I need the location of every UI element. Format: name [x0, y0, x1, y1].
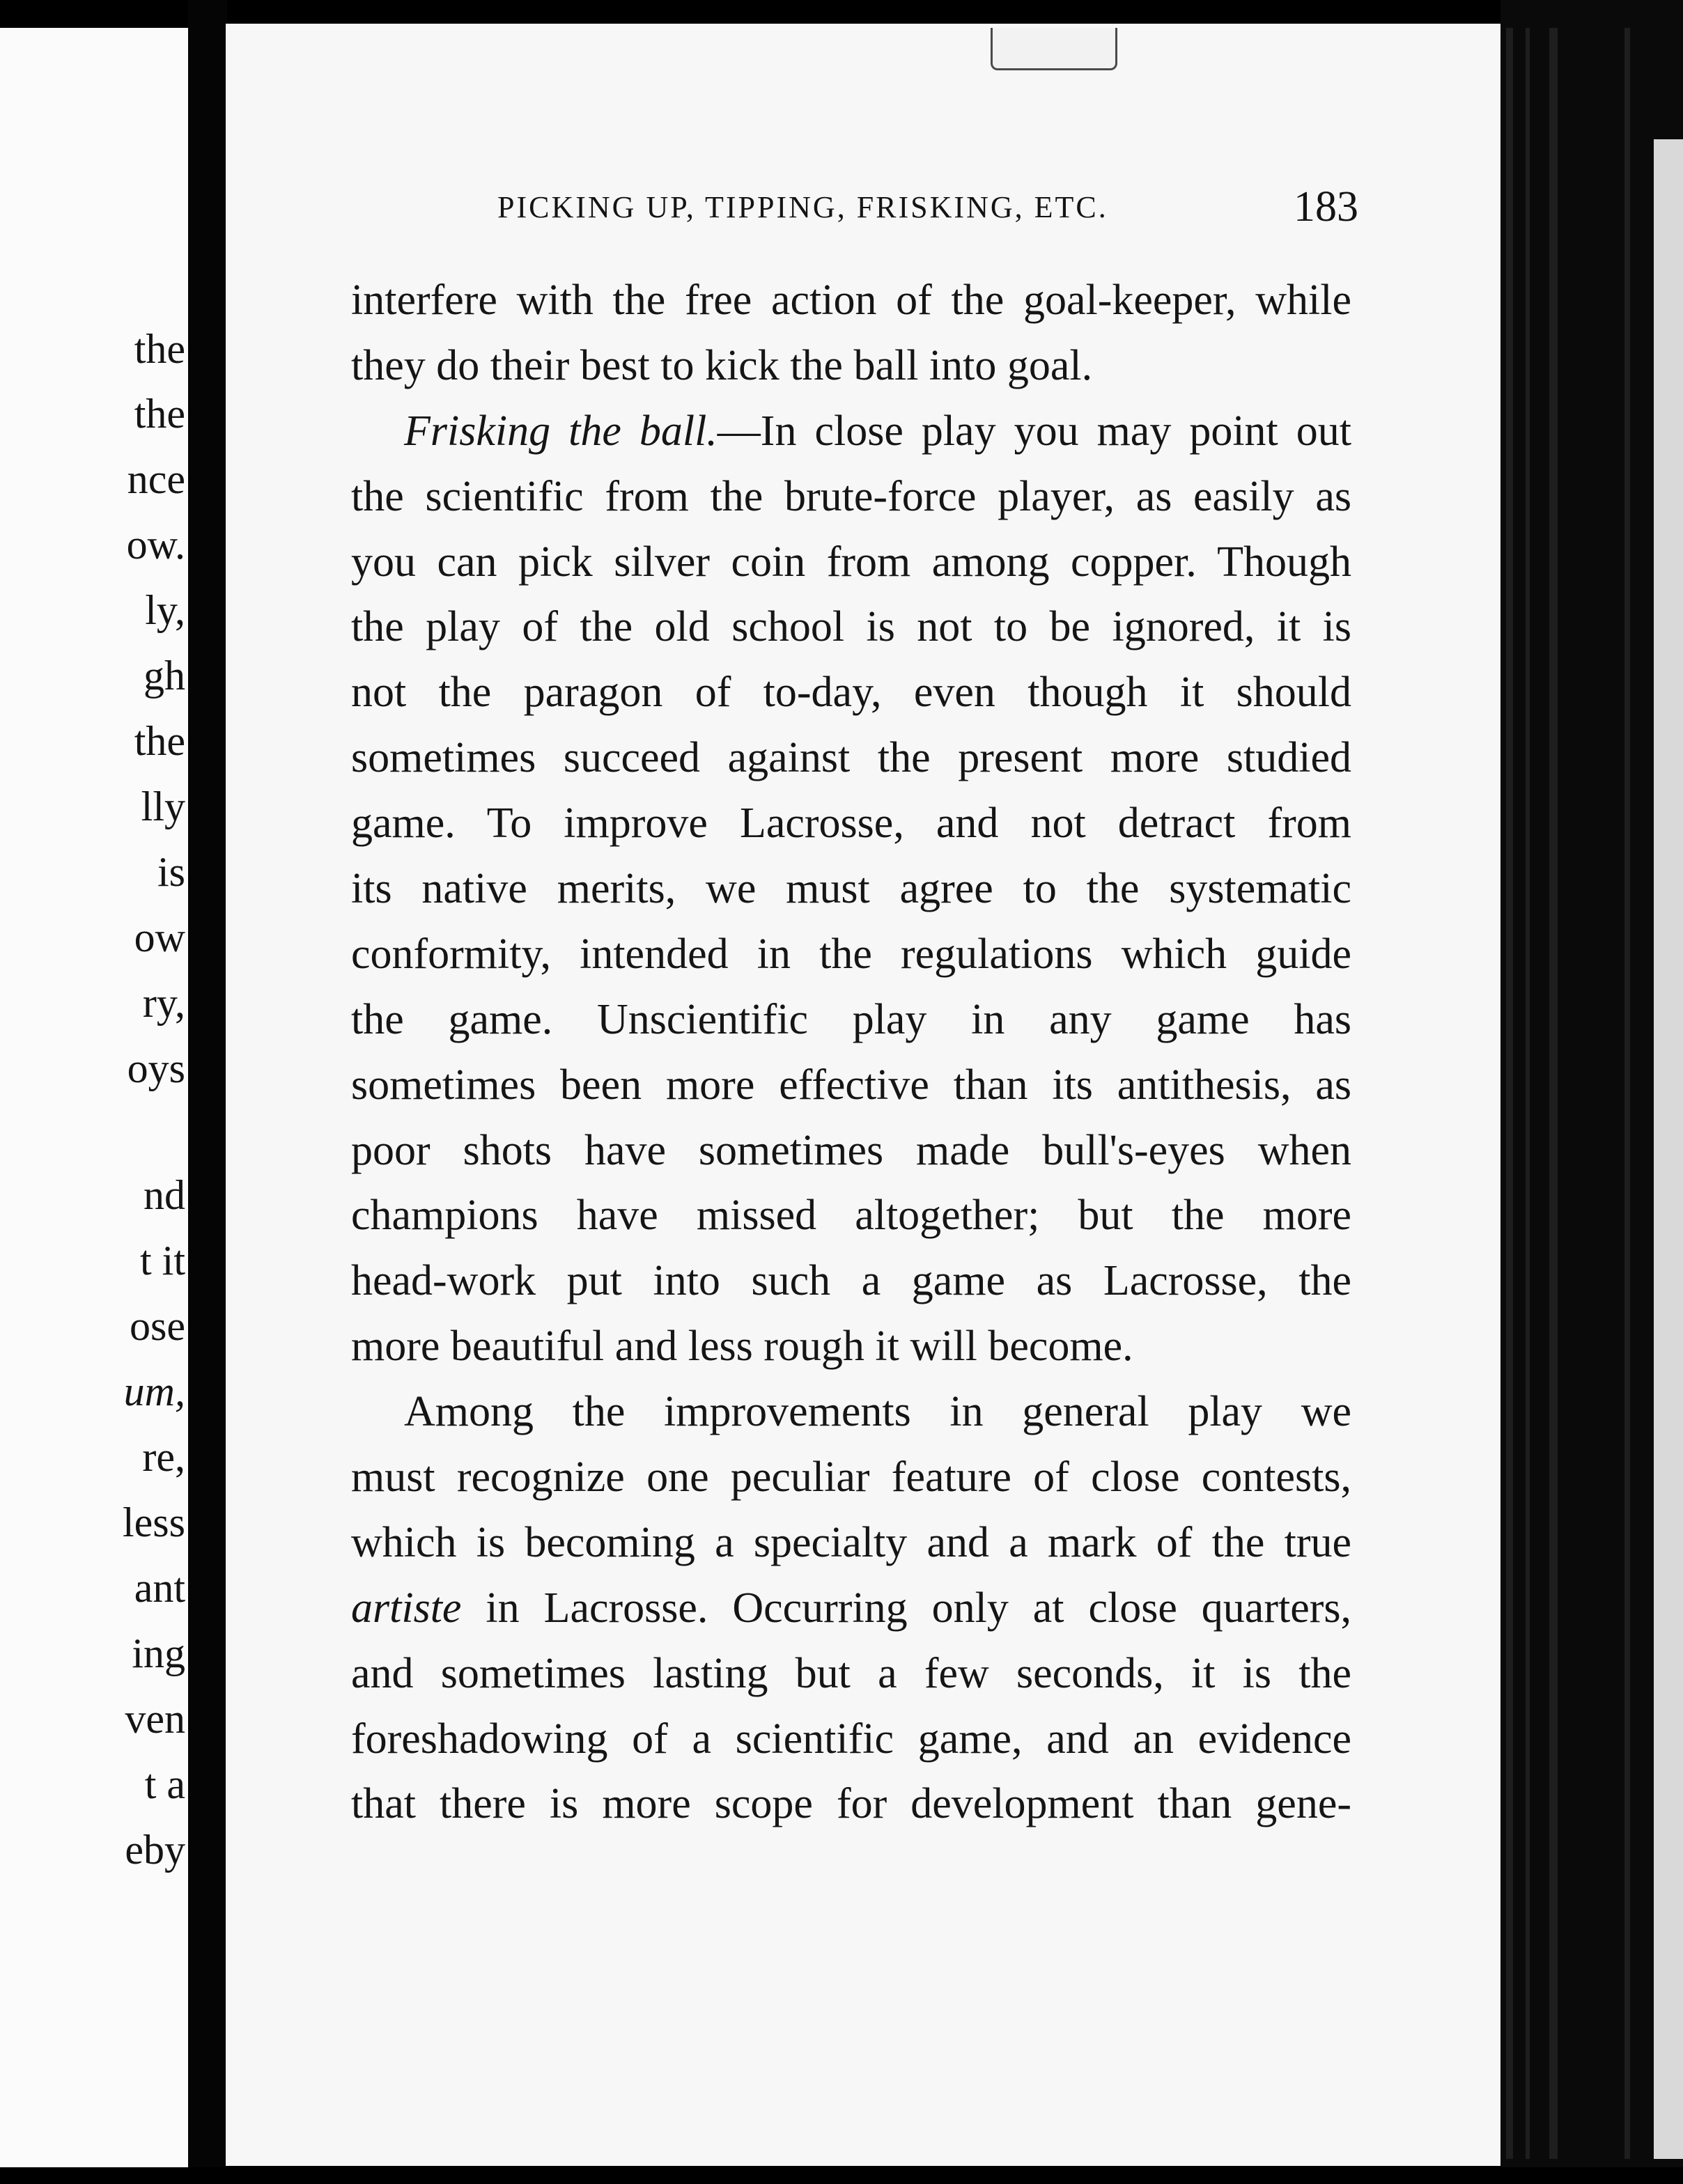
text-line: more beautiful and less rough it will become. — [351, 1323, 1133, 1371]
text-line: poor shots have sometimes made bull's-eyes when — [351, 1126, 1351, 1174]
prev-line-ending: eby — [125, 1827, 185, 1873]
text-line: champions have missed altogether; but the more — [351, 1192, 1351, 1240]
text-line — [351, 1576, 1351, 1641]
text-line: its native merits, we must agree to the systematic — [351, 865, 1351, 913]
prev-line-ending: lly — [141, 783, 185, 829]
text-line: the game. Unscientific play in any game has — [351, 995, 1351, 1043]
prev-line-ending: oys — [127, 1045, 185, 1091]
prev-line-ending: the — [134, 326, 185, 372]
prev-line-ending: ose — [130, 1303, 185, 1349]
prev-line-ending: t it — [139, 1238, 185, 1284]
text-line: and sometimes lasting but a few seconds, it is the — [351, 1649, 1351, 1697]
prev-line-ending: the — [134, 391, 185, 437]
text-line: conformity, intended in the regulations which guide — [351, 930, 1351, 978]
text-line — [351, 399, 1351, 465]
text-line: they do their best to kick the ball into goal. — [351, 341, 1093, 389]
text-line: the scientific from the brute-force player, as easily as — [351, 472, 1351, 520]
page-tab-mark — [991, 28, 1117, 70]
text-line: the play of the old school is not to be ignored, it is — [351, 603, 1351, 651]
page-edge-strip — [1526, 28, 1530, 2159]
text-line: which is becoming a specialty and a mark of the true — [351, 1518, 1351, 1566]
previous-page-fragment — [0, 28, 195, 2173]
prev-line-ending: ing — [132, 1630, 185, 1676]
text-line-rest: —In close play you may point out — [717, 407, 1351, 455]
outer-page-edge — [1654, 139, 1683, 2159]
prev-line-ending: ly, — [145, 587, 185, 633]
text-line: Among the improvements in general play we — [404, 1388, 1351, 1436]
page-edge-strip — [1549, 28, 1558, 2159]
prev-line-ending: re, — [142, 1434, 185, 1480]
scan-bottom-border — [0, 2167, 1683, 2184]
italic-word: artiste — [351, 1584, 462, 1632]
text-line: interfere with the free action of the goal-keeper, while — [351, 276, 1351, 324]
prev-line-ending: is — [157, 849, 185, 895]
prev-line-ending: ant — [134, 1565, 185, 1611]
prev-line-ending: gh — [144, 653, 185, 699]
text-line-rest: in Lacrosse. Occurring only at close quarters, — [461, 1584, 1351, 1632]
prev-line-ending: ow. — [126, 522, 185, 568]
page-number: 183 — [1294, 183, 1358, 231]
text-line: sometimes been more effective than its antithesis, as — [351, 1061, 1351, 1109]
text-line: foreshadowing of a scientific game, and an evidence — [351, 1715, 1351, 1763]
prev-line-ending: um, — [123, 1368, 185, 1414]
prev-line-ending: ven — [125, 1696, 185, 1742]
prev-line-ending: nce — [127, 456, 185, 502]
prev-line-ending: ry, — [142, 980, 185, 1026]
text-line: head-work put into such a game as Lacrosse, the — [351, 1257, 1351, 1305]
book-gutter — [188, 0, 227, 2184]
text-line: you can pick silver coin from among copper. Though — [351, 538, 1351, 586]
prev-line-ending: less — [123, 1499, 185, 1545]
text-line: sometimes succeed against the present more studied — [351, 734, 1351, 782]
page-edge-strip — [1506, 28, 1513, 2159]
italic-run-in-heading: Frisking the ball. — [404, 407, 718, 455]
text-line: not the paragon of to-day, even though it should — [351, 669, 1351, 717]
prev-line-ending: nd — [144, 1172, 185, 1218]
prev-line-ending: t a — [144, 1761, 185, 1807]
running-head — [256, 182, 1358, 235]
prev-line-ending: the — [134, 718, 185, 764]
text-line: that there is more scope for development than gene- — [351, 1780, 1351, 1828]
text-line: must recognize one peculiar feature of close contests, — [351, 1453, 1351, 1502]
body-text — [351, 268, 1351, 1837]
prev-line-ending: ow — [134, 914, 185, 960]
running-head-title: PICKING UP, TIPPING, FRISKING, ETC. — [497, 190, 1108, 224]
scan-top-border — [0, 0, 1683, 15]
text-line: game. To improve Lacrosse, and not detract from — [351, 800, 1351, 848]
page-edge-strip — [1624, 28, 1630, 2159]
